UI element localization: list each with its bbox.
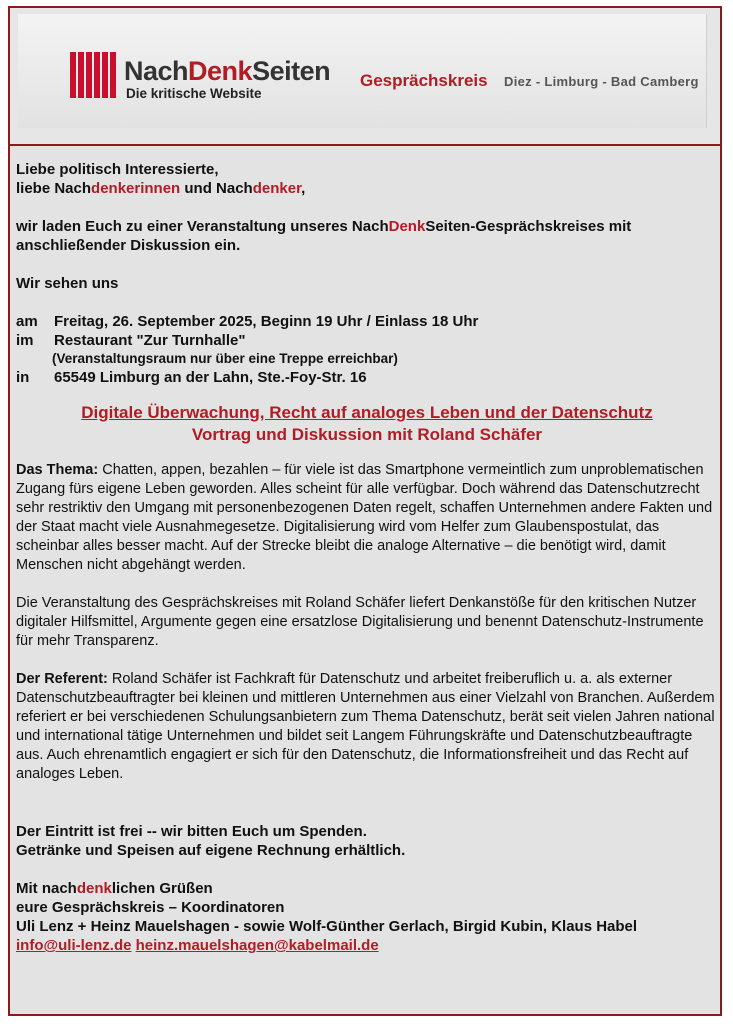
banner-inner (18, 14, 707, 128)
entry-note: Der Eintritt ist frei -- wir bitten Euch um Spenden. (16, 823, 367, 840)
event-date-row: am Freitag, 26. September 2025, Beginn 19 Uhr / Einlass 18 Uhr (16, 313, 479, 330)
event-paragraph: Die Veranstaltung des Gesprächskreises mit Roland Schäfer liefert Denkanstöße für den kritischen Nutzer digitaler Hilfsmittel, Argumente gegen eine ersatzlose Digitalisierung und benennt Datenschutz-Instrumente für mehr Transparenz. (16, 595, 704, 649)
logo-bars-icon (70, 52, 118, 98)
see-you: Wir sehen uns (16, 275, 119, 292)
coordinator-names: Uli Lenz + Heinz Mauelshagen - sowie Wolf-Günther Gerlach, Birgid Kubin, Klaus Habel (16, 918, 638, 935)
logo-part-denk: Denk (188, 56, 253, 86)
event-title-line1: Digitale Überwachung, Recht auf analoges Leben und der Datenschutz (81, 403, 653, 422)
event-venue-row: im Restaurant "Zur Turnhalle" (16, 332, 246, 349)
email-link-lenz[interactable]: info@uli-lenz.de (16, 937, 132, 954)
event-title (16, 402, 718, 446)
letter-content (16, 160, 718, 955)
logo-subtitle: Die kritische Website (126, 86, 262, 101)
event-title-line2: Vortrag und Diskussion mit Roland Schäfer (191, 425, 543, 444)
header-banner (10, 8, 720, 146)
contact-emails (16, 936, 718, 955)
circle-title: Gesprächskreis (360, 71, 488, 90)
logo-title (124, 58, 330, 85)
circle-locations: Diez - Limburg - Bad Camberg (504, 74, 699, 89)
regards: Mit nachdenklichen Grüßen (16, 880, 213, 897)
email-link-mauelshagen[interactable]: heinz.mauelshagen@kabelmail.de (135, 937, 379, 954)
food-note: Getränke und Speisen auf eigene Rechnung erhältlich. (16, 842, 406, 859)
greeting-line1: Liebe politisch Interessierte, (16, 161, 219, 178)
topic-paragraph: Das Thema: Chatten, appen, bezahlen – für viele ist das Smartphone vermeintlich zum unproblematischen Zugang fürs eigene Leben geworden. Alles scheint für alle verfügbar. Doch während das Datenschutzrecht sehr restriktiv den Umgang mit personenbezogenen Daten regelt, schaffen Unternehmen andere Fakten und der Staat macht viele Ausnahmegesetze. Digitalisierung wird vom Helfer zum Glaubenspostulat, das scheinbar alles besser macht. Auf der Strecke bleibt die analoge Alternative – die benötigt wird, damit Menschen nicht abgehängt werden. (16, 462, 713, 573)
event-details (16, 312, 718, 387)
logo-part-seiten: Seiten (252, 56, 331, 86)
greeting-line2: liebe Nachdenkerinnen und Nachdenker, (16, 180, 306, 197)
logo-part-nach: Nach (124, 56, 189, 86)
page-frame (8, 6, 722, 1016)
speaker-paragraph: Der Referent: Roland Schäfer ist Fachkraft für Datenschutz und arbeitet freiberuflich u. a. als externer Datenschutzbeauftragter bei kleinen und mittleren Unternehmen aus einer Vielzahl von Branchen. Außerdem referiert er bei verschiedenen Schulungsanbietern zum Thema Datenschutz, berät seit vielen Jahren national und international tätige Unternehmen und bildet seit Langem Führungskräfte und Datenschutzbeauftragte aus. Auch ehrenamtlich engagiert er sich für den Datenschutz, die Informationsfreiheit und das Recht auf analoges Leben. (16, 671, 715, 782)
event-venue-note: (Veranstaltungsraum nur über eine Treppe erreichbar) (52, 351, 398, 366)
invite-text: wir laden Euch zu einer Veranstaltung unseres NachDenkSeiten-Gesprächskreises mit anschließender Diskussion ein. (16, 218, 632, 254)
coordinators-line: eure Gesprächskreis – Koordinatoren (16, 899, 285, 916)
event-address-row: in 65549 Limburg an der Lahn, Ste.-Foy-Str. 16 (16, 369, 367, 386)
